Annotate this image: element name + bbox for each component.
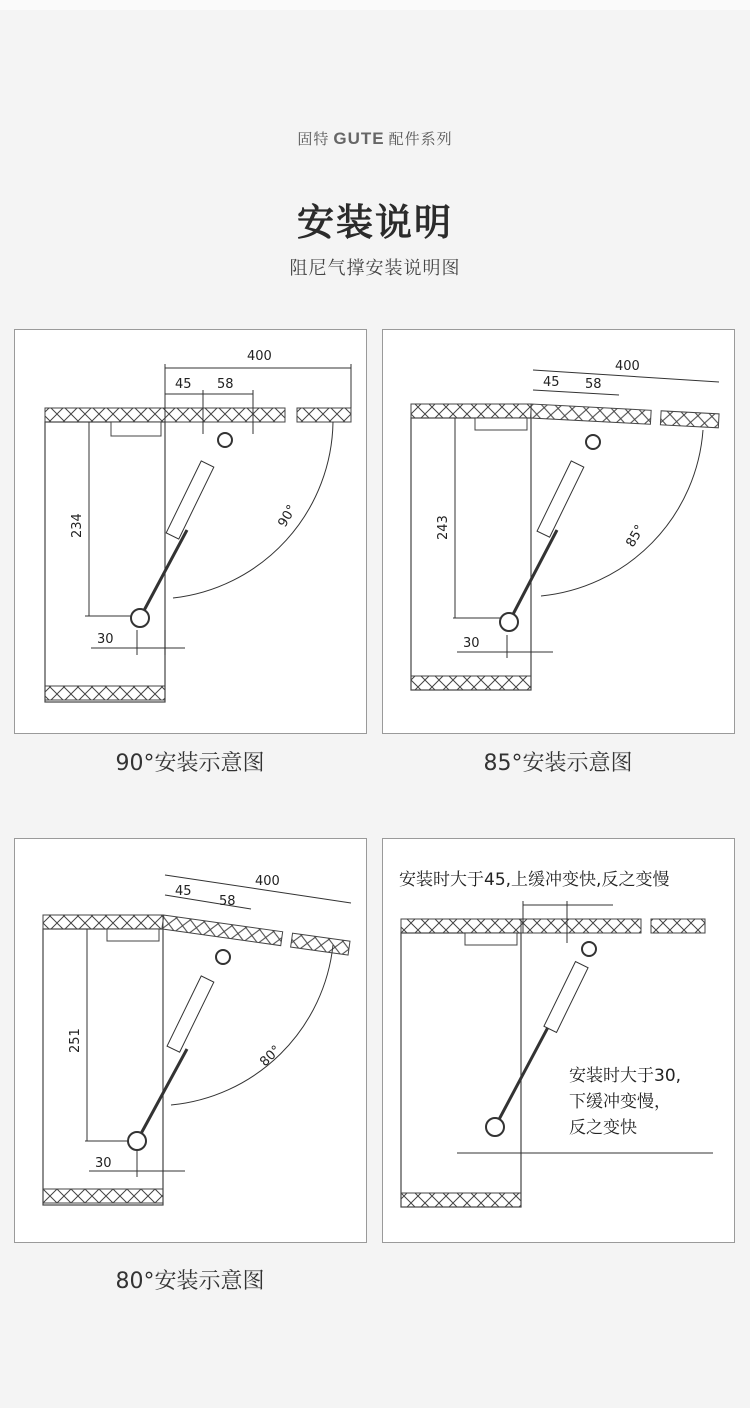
dim-angle-85: 85° (623, 522, 648, 550)
dim-angle-90: 90° (275, 502, 300, 530)
diagram-svg-85 (383, 330, 736, 735)
diagram-panel-90 (14, 329, 367, 734)
page-subtitle: 阻尼气撑安装说明图 (289, 258, 461, 279)
dim-pivot-80: 30 (95, 1156, 112, 1171)
dim-height-80: 251 (68, 1028, 83, 1053)
dim-height-85: 243 (436, 515, 451, 540)
caption-90: 90°安装示意图 (115, 751, 265, 776)
dim-angle-80: 80° (257, 1042, 285, 1070)
top-strip (0, 0, 750, 10)
note-bottom-line-1: 安装时大于30, (569, 1066, 682, 1086)
notes-panel (382, 838, 735, 1243)
dim-height-90: 234 (70, 513, 85, 538)
notes-diagram-svg (383, 839, 736, 1244)
dim-hinge-80: 58 (219, 894, 236, 909)
dim-width-80: 400 (255, 874, 280, 889)
diagram-panel-85 (382, 329, 735, 734)
caption-80: 80°安装示意图 (115, 1269, 265, 1294)
dim-width-90: 400 (247, 349, 272, 364)
note-bottom-line-3: 反之变快 (569, 1118, 637, 1138)
dim-offset-85: 45 (543, 375, 560, 390)
caption-85: 85°安装示意图 (483, 751, 633, 776)
diagram-svg-80 (15, 839, 368, 1244)
note-bottom (569, 1063, 681, 1141)
note-bottom-line-2: 下缓冲变慢， (569, 1092, 671, 1112)
brand-logo: GUTE (333, 129, 385, 148)
brand-line (0, 128, 750, 149)
brand-name: 固特 (297, 130, 330, 148)
diagram-svg-90 (15, 330, 368, 735)
dim-hinge-90: 58 (217, 377, 234, 392)
dim-pivot-90: 30 (97, 632, 114, 647)
dim-pivot-85: 30 (463, 636, 480, 651)
page-title: 安装说明 (297, 201, 453, 244)
dim-offset-80: 45 (175, 884, 192, 899)
diagram-panel-80 (14, 838, 367, 1243)
dim-offset-90: 45 (175, 377, 192, 392)
dim-hinge-85: 58 (585, 377, 602, 392)
dim-width-85: 400 (615, 359, 640, 374)
brand-suffix: 配件系列 (388, 130, 453, 148)
note-top: 安装时大于45,上缓冲变快,反之变慢 (399, 870, 670, 890)
